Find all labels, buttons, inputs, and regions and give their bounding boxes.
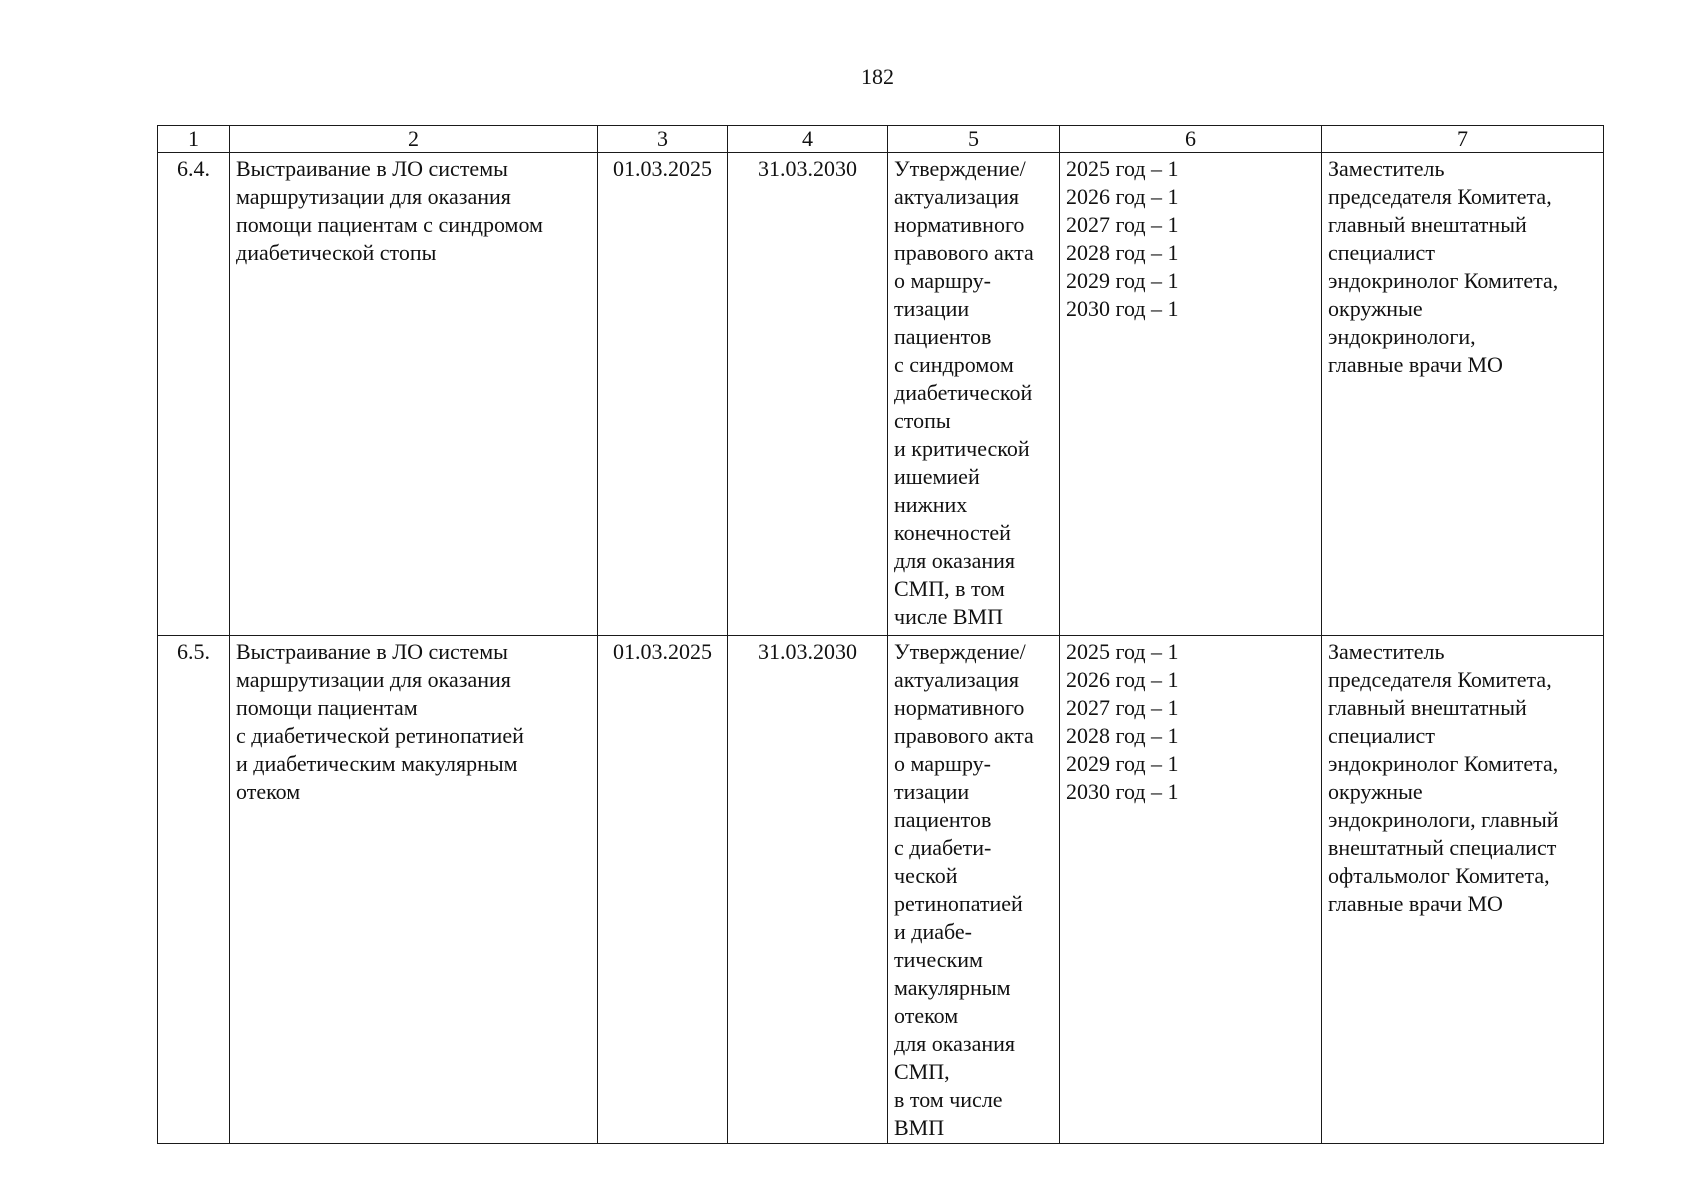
target-values: 2025 год – 1 2026 год – 1 2027 год – 1 2028 год – 1 2029 год – 1 2030 год – 1: [1060, 153, 1322, 636]
item-number: 6.5.: [158, 636, 230, 1144]
measure-name: Выстраивание в ЛО системы маршрутизации для оказания помощи пациентам с синдромом диабетической стопы: [230, 153, 598, 636]
column-number-row: [158, 126, 1604, 153]
end-date: 31.03.2030: [728, 153, 888, 636]
start-date: 01.03.2025: [598, 153, 728, 636]
item-number: 6.4.: [158, 153, 230, 636]
expected-result: Утверждение/ актуализация нормативного правового акта о маршру- тизации пациентов с синдромом диабетической стопы и критической ишемией нижних конечностей для оказания СМП, в том числе ВМП: [888, 153, 1060, 636]
target-values: 2025 год – 1 2026 год – 1 2027 год – 1 2028 год – 1 2029 год – 1 2030 год – 1: [1060, 636, 1322, 1144]
expected-result: Утверждение/ актуализация нормативного правового акта о маршру- тизации пациентов с диабети- ческой ретинопатией и диабе- тическим макулярным отеком для оказания СМП, в том числе ВМП: [888, 636, 1060, 1144]
column-header-6: 6: [1060, 126, 1322, 153]
start-date: 01.03.2025: [598, 636, 728, 1144]
page-number: 182: [861, 64, 894, 89]
column-header-1: 1: [158, 126, 230, 153]
measures-table: [157, 125, 1604, 1144]
table-row: [158, 636, 1604, 1144]
table-row: [158, 153, 1604, 636]
column-header-5: 5: [888, 126, 1060, 153]
end-date: 31.03.2030: [728, 636, 888, 1144]
measure-name: Выстраивание в ЛО системы маршрутизации для оказания помощи пациентам с диабетической ретинопатией и диабетическим макулярным отеком: [230, 636, 598, 1144]
column-header-3: 3: [598, 126, 728, 153]
column-header-2: 2: [230, 126, 598, 153]
column-header-7: 7: [1322, 126, 1604, 153]
responsible-persons: Заместитель председателя Комитета, главный внештатный специалист эндокринолог Комитета, окружные эндокринологи, главные врачи МО: [1322, 153, 1604, 636]
column-header-4: 4: [728, 126, 888, 153]
responsible-persons: Заместитель председателя Комитета, главный внештатный специалист эндокринолог Комитета, окружные эндокринологи, главный внештатный специалист офтальмолог Комитета, главные врачи МО: [1322, 636, 1604, 1144]
